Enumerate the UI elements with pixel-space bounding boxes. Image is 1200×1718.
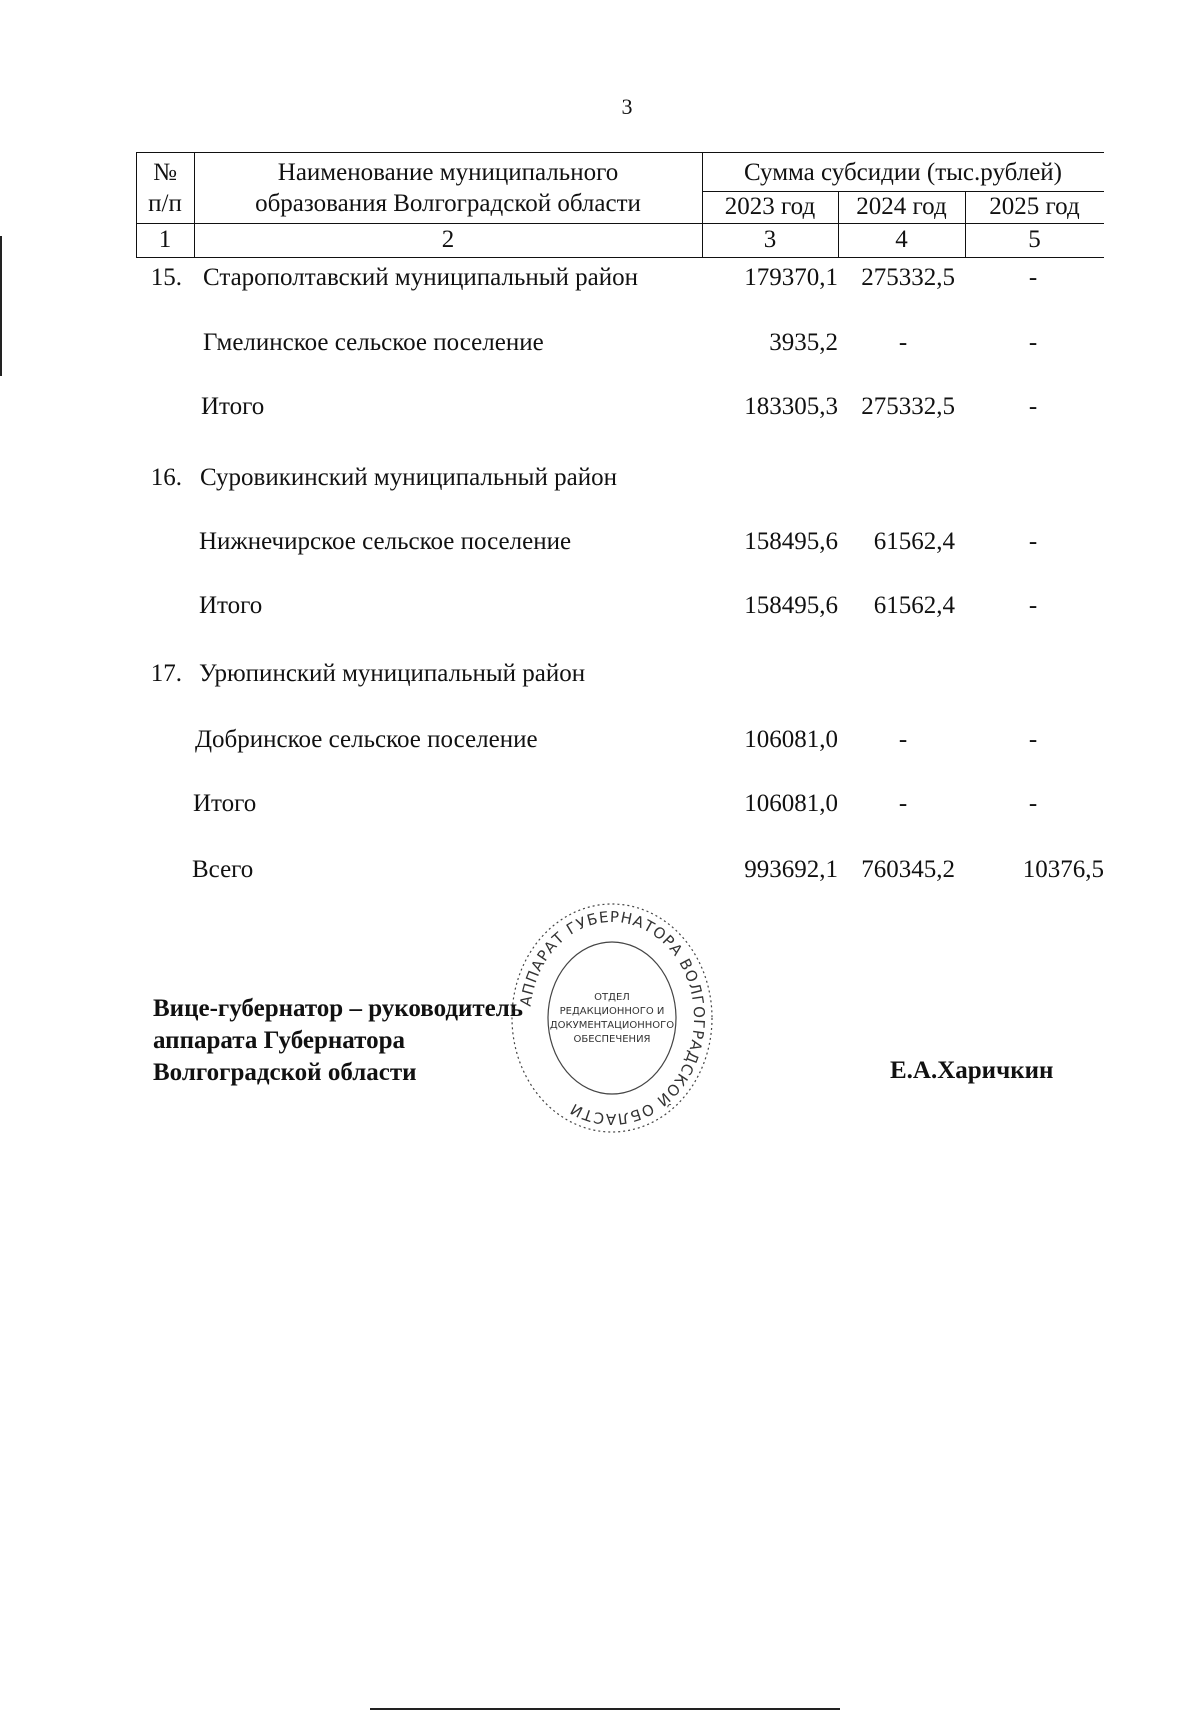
value-2025: - (1028, 726, 1038, 753)
header-name-line2: образования Волгоградской области (255, 190, 641, 217)
subsidy-table (136, 152, 1104, 883)
scan-artifact (370, 1708, 840, 1710)
table-row (136, 856, 1104, 896)
col-number-4: 4 (895, 226, 908, 253)
stamp-inner-text-3: ДОКУМЕНТАЦИОННОГО (549, 1020, 675, 1031)
row-name: Итого (199, 592, 263, 619)
row-name: Итого (193, 790, 257, 817)
value-2023: 158495,6 (744, 528, 838, 555)
row-name: Суровикинский муниципальный район (200, 464, 617, 491)
header-year-2025: 2025 год (989, 193, 1080, 220)
header-year-2023: 2023 год (724, 193, 816, 220)
table-row (136, 528, 1104, 568)
page-number: 3 (621, 94, 633, 119)
value-2025: - (1028, 264, 1038, 291)
signer-name: Е.А.Харичкин (890, 1057, 1054, 1084)
row-number: 16. (150, 464, 182, 491)
header-sum: Сумма субсидии (тыс.рублей) (743, 159, 1062, 186)
value-2024: - (898, 790, 908, 817)
table-row (136, 464, 1104, 504)
value-2023: 106081,0 (744, 726, 838, 753)
col-number-3: 3 (763, 226, 777, 253)
stamp-outer-ring (512, 904, 712, 1132)
stamp-inner-ring (548, 942, 676, 1094)
stamp-inner-text-2: РЕДАКЦИОННОГО И (559, 1006, 665, 1017)
table-row (136, 726, 1104, 766)
table-row (136, 329, 1104, 369)
signature-title-line2: аппарата Губернатора (153, 1027, 405, 1054)
value-2023: 179370,1 (744, 264, 838, 291)
col-number-5: 5 (1028, 226, 1041, 253)
value-2025: - (1028, 592, 1038, 619)
value-2024: - (898, 726, 908, 753)
value-2023: 106081,0 (744, 790, 838, 817)
value-2024: 275332,5 (861, 264, 955, 291)
row-number: 15. (150, 264, 182, 291)
value-2025: - (1028, 528, 1038, 555)
table-row (136, 592, 1104, 632)
scan-artifact (0, 236, 2, 376)
header-num-line1: № (153, 159, 177, 186)
signature-title-line3: Волгоградской области (153, 1059, 417, 1086)
value-2025: - (1028, 329, 1038, 356)
value-2023: 993692,1 (744, 856, 838, 883)
row-name: Урюпинский муниципальный район (199, 660, 586, 687)
table-header (136, 152, 1104, 258)
row-name: Всего (192, 856, 254, 883)
table-row (136, 264, 1104, 304)
stamp-inner-text-4: ОБЕСПЕЧЕНИЯ (573, 1034, 651, 1045)
table-row (136, 790, 1104, 830)
signature-title-line1: Вице-губернатор – руководитель (153, 995, 524, 1022)
value-2025: - (1028, 790, 1038, 817)
value-2024: - (898, 329, 908, 356)
stamp-inner-text-1: ОТДЕЛ (594, 992, 630, 1003)
value-2024: 61562,4 (873, 528, 955, 555)
header-num-line2: п/п (148, 190, 182, 217)
col-number-1: 1 (158, 226, 172, 253)
value-2025: 10376,5 (1022, 856, 1104, 883)
value-2024: 275332,5 (861, 393, 955, 420)
value-2024: 760345,2 (861, 856, 955, 883)
row-number: 17. (150, 660, 182, 687)
header-name-line1: Наименование муниципального (277, 159, 619, 186)
value-2023: 3935,2 (769, 329, 838, 356)
row-name: Добринское сельское поселение (195, 726, 538, 753)
value-2025: - (1028, 393, 1038, 420)
row-name: Итого (201, 393, 265, 420)
value-2023: 183305,3 (744, 393, 838, 420)
row-name: Гмелинское сельское поселение (203, 329, 544, 356)
value-2023: 158495,6 (744, 592, 838, 619)
table-row (136, 660, 1104, 700)
row-name: Нижнечирское сельское поселение (199, 528, 572, 555)
col-number-2: 2 (441, 226, 455, 253)
value-2024: 61562,4 (873, 592, 955, 619)
table-row (136, 393, 1104, 433)
signature-block (153, 993, 523, 1089)
row-name: Старополтавский муниципальный район (203, 264, 638, 291)
header-year-2024: 2024 год (856, 193, 947, 220)
official-stamp (508, 900, 716, 1136)
stamp-outer-text: АППАРАТ ГУБЕРНАТОРА ВОЛГОГРАДСКОЙ ОБЛАСТИ (516, 907, 709, 1129)
